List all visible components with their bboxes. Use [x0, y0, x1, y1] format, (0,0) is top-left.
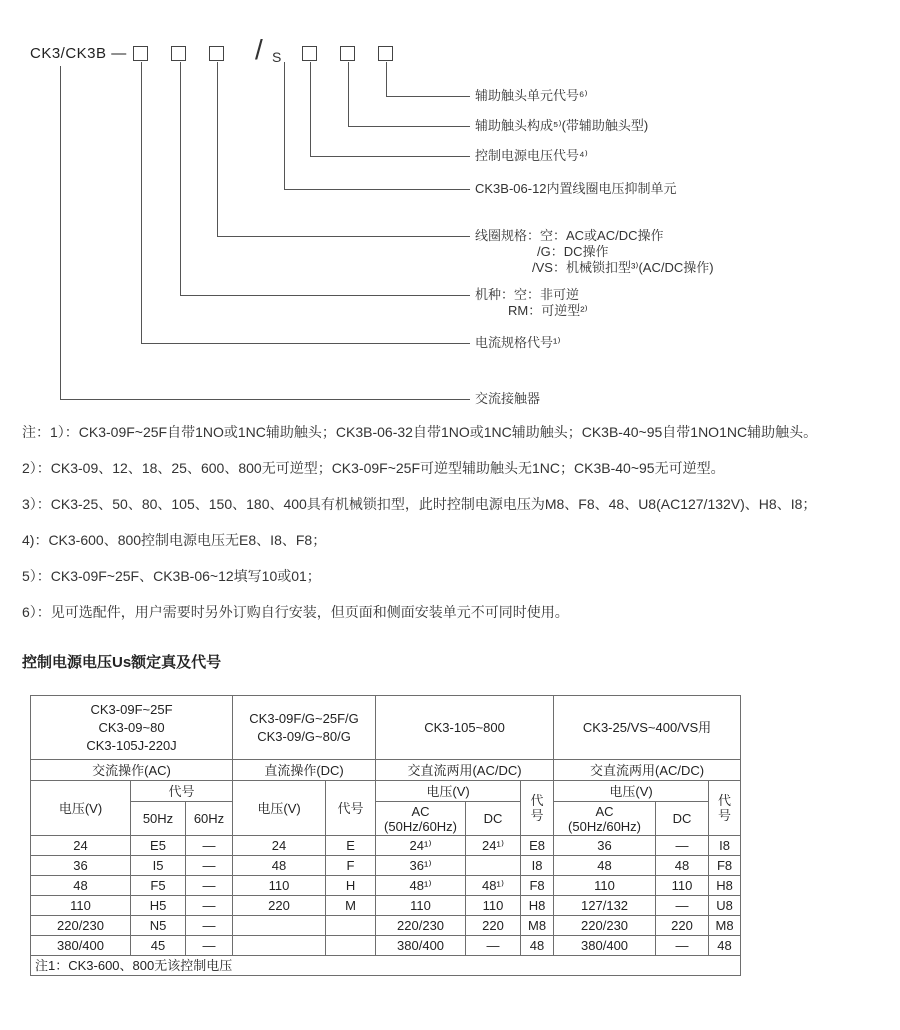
table-cell: 380/400 [554, 936, 656, 956]
table-cell: — [186, 896, 233, 916]
table-cell: M [326, 896, 376, 916]
header-ac-line1: AC [411, 803, 430, 819]
code-box-1 [133, 46, 148, 61]
header-60hz: 60Hz [186, 802, 233, 836]
table-cell: E [326, 836, 376, 856]
header-ac-line2: (50Hz/60Hz) [568, 818, 642, 834]
header-code: 代号 [326, 781, 376, 836]
table-cell: 36¹⁾ [376, 856, 466, 876]
code-box-5 [340, 46, 355, 61]
table-cell: 24 [31, 836, 131, 856]
header-voltage: 电压(V) [376, 781, 521, 802]
table-cell: — [186, 836, 233, 856]
table-cell: — [186, 876, 233, 896]
label-voltage-code: 控制电源电压代号⁴⁾ [475, 148, 588, 163]
table-cell: N5 [131, 916, 186, 936]
table-cell: — [186, 916, 233, 936]
table-cell: E5 [131, 836, 186, 856]
table-cell: M8 [709, 916, 741, 936]
label-coil-spec-line3: /VS：机械锁扣型³⁾(AC/DC操作) [532, 260, 714, 275]
table-cell: 110 [554, 876, 656, 896]
table-cell: 220 [233, 896, 326, 916]
op-header-vs: 交直流两用(AC/DC) [554, 760, 741, 781]
group-header-acdc [376, 696, 554, 760]
label-coil-spec [475, 228, 714, 276]
table-group-header-row [31, 696, 741, 760]
group-title-line: CK3-25/VS~400/VS用 [582, 719, 712, 735]
table-cell: 220/230 [554, 916, 656, 936]
table-header-row-2 [31, 802, 741, 836]
table-cell: 48¹⁾ [376, 876, 466, 896]
table-cell: 24 [233, 836, 326, 856]
table-cell: 220/230 [31, 916, 131, 936]
op-header-acdc: 交直流两用(AC/DC) [376, 760, 554, 781]
table-cell: 380/400 [31, 936, 131, 956]
table-cell: — [656, 936, 709, 956]
table-cell: 48 [31, 876, 131, 896]
label-machine-type [475, 287, 588, 319]
table-footnote: 注1：CK3-600、800无该控制电压 [31, 956, 741, 976]
group-header-dc [233, 696, 376, 760]
label-machine-type-line2: RM：可逆型²⁾ [508, 303, 588, 318]
table-cell [326, 936, 376, 956]
table-row [31, 876, 741, 896]
table-row [31, 836, 741, 856]
header-ac-line1: AC [595, 803, 614, 819]
table-cell: — [466, 936, 521, 956]
table-cell [466, 856, 521, 876]
table-cell: H [326, 876, 376, 896]
table-cell: 380/400 [376, 936, 466, 956]
table-footnote-row [31, 956, 741, 976]
label-coil-spec-line2: /G：DC操作 [537, 244, 609, 259]
table-cell: — [656, 836, 709, 856]
group-title-line: CK3-105~800 [424, 719, 505, 735]
table-cell: 48 [233, 856, 326, 876]
table-cell: 36 [31, 856, 131, 876]
model-prefix: CK3/CK3B — [30, 45, 127, 62]
table-cell: — [186, 936, 233, 956]
code-box-2 [171, 46, 186, 61]
group-title-line: CK3-09~80 [98, 719, 165, 735]
table-row [31, 916, 741, 936]
control-voltage-table [30, 695, 741, 976]
table-cell: 110 [31, 896, 131, 916]
slash-letter-s: S [272, 49, 282, 65]
slash-separator: / [255, 34, 263, 65]
table-cell: 110 [233, 876, 326, 896]
header-dc: DC [656, 802, 709, 836]
note-line-5: 5）：CK3-09F~25F、CK3B-06~12填写10或01； [22, 568, 321, 584]
header-dc: DC [466, 802, 521, 836]
section-title: 控制电源电压Us额定真及代号 [22, 654, 222, 671]
table-cell: 48 [554, 856, 656, 876]
label-aux-unit-code: 辅助触头单元代号⁶⁾ [475, 88, 588, 103]
table-cell: 24¹⁾ [376, 836, 466, 856]
table-cell: I8 [709, 836, 741, 856]
table-cell: H8 [709, 876, 741, 896]
label-suppressor-unit: CK3B-06-12内置线圈电压抑制单元 [475, 181, 677, 196]
group-header-vs [554, 696, 741, 760]
table-cell: 110 [656, 876, 709, 896]
table-cell: 110 [376, 896, 466, 916]
table-cell: H8 [521, 896, 554, 916]
group-title-line: CK3-09/G~80/G [257, 728, 351, 744]
table-cell: 220 [656, 916, 709, 936]
header-ac-5060 [376, 802, 466, 836]
header-code-vertical: 代号 [521, 781, 554, 836]
note-line-2: 2）：CK3-09、12、18、25、600、800无可逆型；CK3-09F~25F可逆型辅助触头无1NC；CK3B-40~95无可逆型。 [22, 460, 725, 476]
table-cell [233, 936, 326, 956]
table-cell: 110 [466, 896, 521, 916]
table-cell: E8 [521, 836, 554, 856]
table-cell: 48 [656, 856, 709, 876]
table-cell: I8 [521, 856, 554, 876]
label-machine-type-line1: 机种：空：非可逆 [475, 287, 580, 302]
header-voltage: 电压(V) [31, 781, 131, 836]
header-voltage: 电压(V) [554, 781, 709, 802]
op-header-dc: 直流操作(DC) [233, 760, 376, 781]
table-cell: 48 [521, 936, 554, 956]
code-box-4 [302, 46, 317, 61]
notes [22, 414, 892, 630]
table-cell: 24¹⁾ [466, 836, 521, 856]
code-box-6 [378, 46, 393, 61]
table-cell: 36 [554, 836, 656, 856]
table-cell: F8 [709, 856, 741, 876]
table-cell: 48¹⁾ [466, 876, 521, 896]
note-line-1: 注：1）：CK3-09F~25F自带1NO或1NC辅助触头；CK3B-06-32自带1NO或1NC辅助触头；CK3B-40~95自带1NO1NC辅助触头。 [22, 424, 818, 440]
table-cell: F [326, 856, 376, 876]
table-row [31, 896, 741, 916]
table-cell: 220 [466, 916, 521, 936]
table-cell: — [186, 856, 233, 876]
table-cell: I5 [131, 856, 186, 876]
header-voltage: 电压(V) [233, 781, 326, 836]
label-ac-contactor: 交流接触器 [475, 391, 541, 406]
label-coil-spec-line1: 线圈规格：空：AC或AC/DC操作 [475, 228, 664, 243]
table-cell: F5 [131, 876, 186, 896]
table-cell: 220/230 [376, 916, 466, 936]
table-operation-row [31, 760, 741, 781]
label-current-code: 电流规格代号¹⁾ [475, 335, 561, 350]
label-aux-composition: 辅助触头构成⁵⁾(带辅助触头型) [475, 118, 649, 133]
table-cell: M8 [521, 916, 554, 936]
table-row [31, 856, 741, 876]
table-cell: U8 [709, 896, 741, 916]
group-title-line: CK3-09F~25F [90, 701, 173, 717]
table-cell [326, 916, 376, 936]
note-line-3: 3）：CK3-25、50、80、105、150、180、400具有机械锁扣型，此时控制电源电压为M8、F8、48、U8(AC127/132V)、H8、I8； [22, 496, 817, 512]
op-header-ac: 交流操作(AC) [31, 760, 233, 781]
note-line-4: 4)：CK3-600、800控制电源电压无E8、I8、F8； [22, 532, 327, 548]
code-box-3 [209, 46, 224, 61]
table-cell: 127/132 [554, 896, 656, 916]
table-cell: 48 [709, 936, 741, 956]
group-header-ac [31, 696, 233, 760]
table-cell: 45 [131, 936, 186, 956]
group-title-line: CK3-09F/G~25F/G [249, 710, 359, 726]
header-ac-5060 [554, 802, 656, 836]
connector-contactor [60, 66, 470, 400]
table-header-row-1 [31, 781, 741, 802]
table-cell: H5 [131, 896, 186, 916]
note-line-6: 6）：见可选配件，用户需要时另外订购自行安装，但页面和侧面安装单元不可同时使用。 [22, 604, 569, 620]
table-cell [233, 916, 326, 936]
table-row [31, 936, 741, 956]
header-code-vertical: 代号 [709, 781, 741, 836]
header-code: 代号 [131, 781, 233, 802]
group-title-line: CK3-105J-220J [86, 737, 177, 753]
header-ac-line2: (50Hz/60Hz) [384, 818, 458, 834]
table-cell: F8 [521, 876, 554, 896]
table-cell: — [656, 896, 709, 916]
header-50hz: 50Hz [131, 802, 186, 836]
